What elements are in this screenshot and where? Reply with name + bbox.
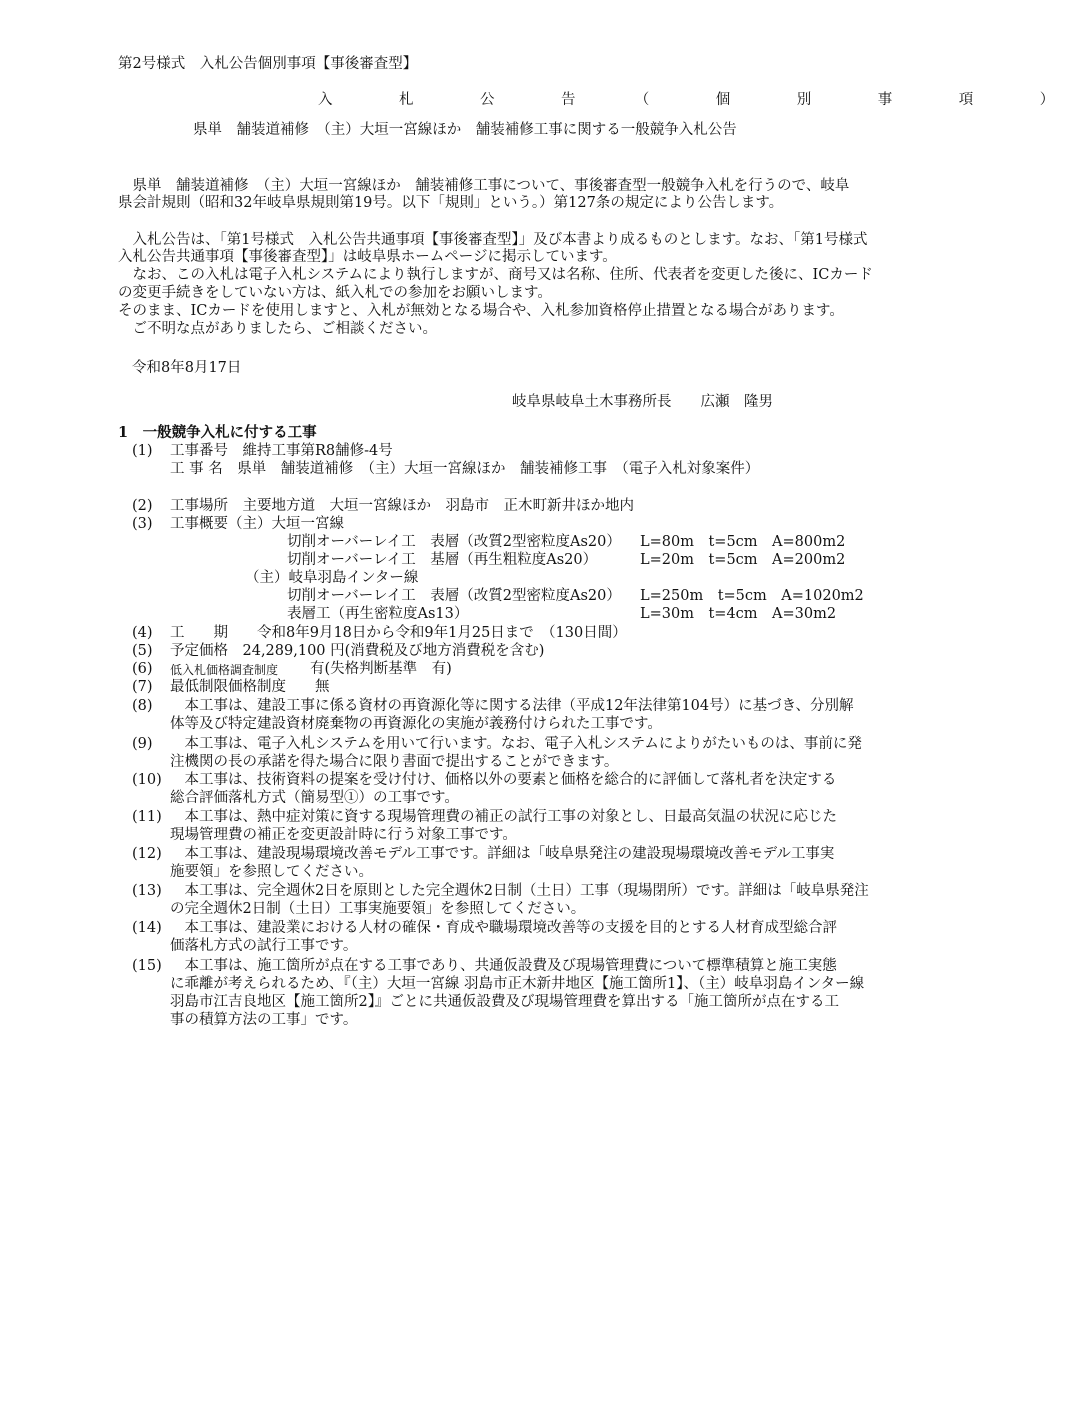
item-13-line-2: の完全週休2日制（土日）工事実施要領」を参照してください。 [170, 901, 586, 917]
item-1-work-name: 工 事 名 県単 舗装道補修 （主）大垣一宮線ほか 舗装補修工事 （電子入札対象案件） [170, 461, 760, 477]
item-15-line-3: 羽島市江吉良地区【施工箇所2】』ごとに共通仮設費及び現場管理費を算出する「施工箇所が点在する工 [170, 994, 839, 1010]
notice-line-2: 入札公告共通事項【事後審査型】」は岐阜県ホームページに掲示しています。 [118, 249, 617, 265]
item-14-line-1: 本工事は、建設業における人材の確保・育成や職場環境改善等の支援を目的とする人材育成型総合評 [170, 920, 837, 936]
item-11-line-2: 現場管理費の補正を変更設計時に行う対象工事です。 [170, 827, 517, 843]
notice-line-1: 入札公告は、「第1号様式 入札公告共通事項【事後審査型】」及び本書より成るものとします。なお、「第1号様式 [118, 232, 868, 248]
work-row-3-name: 切削オーバーレイ工 表層（改質2型密粒度As20） [287, 588, 621, 604]
item-15-line-1: 本工事は、施工箇所が点在する工事であり、共通仮設費及び現場管理費について標準積算と施工実態 [170, 958, 837, 974]
item-2-location: 工事場所 主要地方道 大垣一宮線ほか 羽島市 正木町新井ほか地内 [170, 498, 634, 514]
item-3-overview: 工事概要（主）大垣一宮線 [170, 516, 344, 532]
item-7-number: (7) [132, 679, 153, 695]
item-9-line-2: 注機関の長の承諾を得た場合に限り書面で提出することができます。 [170, 754, 619, 770]
document-heading: 入 札 公 告 （ 個 別 事 項 ） [318, 92, 1080, 108]
item-1-number: (1) [132, 443, 153, 459]
work-row-4-dims: L=30m t=4cm A=30m2 [640, 606, 837, 622]
notice-line-5: そのまま、ICカードを使用しますと、入札が無効となる場合や、入札参加資格停止措置となる場合があります。 [118, 303, 844, 319]
item-9-line-1: 本工事は、電子入札システムを用いて行います。なお、電子入札システムによりがたいものは、事前に発 [170, 736, 862, 752]
route-2-name: （主）岐阜羽島インター線 [245, 570, 419, 586]
intro-line-1: 県単 舗装道補修 （主）大垣一宮線ほか 舗装補修工事について、事後審査型一般競争入札を行うので、岐阜 [118, 178, 850, 194]
item-3-number: (3) [132, 516, 153, 532]
work-row-2-name: 切削オーバーレイ工 基層（再生粗粒度As20） [287, 552, 598, 568]
item-6-label: 低入札価格調査制度 [170, 663, 279, 677]
document-subtitle: 県単 舗装道補修 （主）大垣一宮線ほか 舗装補修工事に関する一般競争入札公告 [193, 122, 737, 138]
item-13-number: (13) [132, 883, 162, 899]
item-6-value: 有(失格判断基準 有) [310, 661, 452, 677]
signatory: 岐阜県岐阜土木事務所長 広瀬 隆男 [512, 394, 773, 410]
item-15-line-4: 事の積算方法の工事」です。 [170, 1012, 358, 1028]
item-7-min-price: 最低制限価格制度 無 [170, 679, 330, 695]
item-9-number: (9) [132, 736, 153, 752]
work-row-4-name: 表層工（再生密粒度As13） [287, 606, 469, 622]
work-row-1-dims: L=80m t=5cm A=800m2 [640, 534, 846, 550]
item-14-line-2: 価落札方式の試行工事です。 [170, 938, 358, 954]
notice-date: 令和8年8月17日 [132, 360, 242, 376]
item-11-number: (11) [132, 809, 162, 825]
item-1-work-number: 工事番号 維持工事第R8舗修-4号 [170, 443, 393, 459]
item-8-line-2: 体等及び特定建設資材廃棄物の再資源化の実施が義務付けられた工事です。 [170, 716, 662, 732]
intro-line-2: 県会計規則（昭和32年岐阜県規則第19号。以下「規則」という。）第127条の規定により公告します。 [118, 195, 784, 211]
work-row-2-dims: L=20m t=5cm A=200m2 [640, 552, 846, 568]
item-12-line-2: 施要領」を参照してください。 [170, 864, 373, 880]
item-8-number: (8) [132, 698, 153, 714]
item-6-number: (6) [132, 661, 153, 677]
item-4-period: 工 期 令和8年9月18日から令和9年1月25日まで （130日間） [170, 625, 627, 641]
work-row-1-name: 切削オーバーレイ工 表層（改質2型密粒度As20） [287, 534, 621, 550]
item-5-number: (5) [132, 643, 153, 659]
item-4-number: (4) [132, 625, 153, 641]
item-12-number: (12) [132, 846, 162, 862]
item-11-line-1: 本工事は、熱中症対策に資する現場管理費の補正の試行工事の対象とし、日最高気温の状況に応じた [170, 809, 837, 825]
item-10-number: (10) [132, 772, 162, 788]
work-row-3-dims: L=250m t=5cm A=1020m2 [640, 588, 864, 604]
section-1-title: 1 一般競争入札に付する工事 [118, 424, 317, 441]
item-2-number: (2) [132, 498, 153, 514]
notice-line-6: ご不明な点がありましたら、ご相談ください。 [118, 321, 437, 337]
item-13-line-1: 本工事は、完全週休2日を原則とした完全週休2日制（土日）工事（現場閉所）です。詳細は「岐阜県発注 [170, 883, 869, 899]
notice-line-4: の変更手続きをしていない方は、紙入札での参加をお願いします。 [118, 285, 552, 301]
item-10-line-2: 総合評価落札方式（簡易型①）の工事です。 [170, 790, 459, 806]
item-12-line-1: 本工事は、建設現場環境改善モデル工事です。詳細は「岐阜県発注の建設現場環境改善モデル工事実 [170, 846, 835, 862]
item-15-number: (15) [132, 958, 162, 974]
item-5-price: 予定価格 24,289,100 円(消費税及び地方消費税を含む) [170, 643, 545, 659]
item-15-line-2: に乖離が考えられるため、『（主）大垣一宮線 羽島市正木新井地区【施工箇所1】、（主）岐阜羽島インター線 [170, 976, 865, 992]
item-8-line-1: 本工事は、建設工事に係る資材の再資源化等に関する法律（平成12年法律第104号）に基づき、分別解 [170, 698, 854, 714]
form-label: 第2号様式 入札公告個別事項【事後審査型】 [118, 56, 418, 72]
item-14-number: (14) [132, 920, 162, 936]
notice-line-3: なお、この入札は電子入札システムにより執行しますが、商号又は名称、住所、代表者を変更した後に、ICカード [118, 267, 873, 283]
item-10-line-1: 本工事は、技術資料の提案を受け付け、価格以外の要素と価格を総合的に評価して落札者を決定する [170, 772, 837, 788]
